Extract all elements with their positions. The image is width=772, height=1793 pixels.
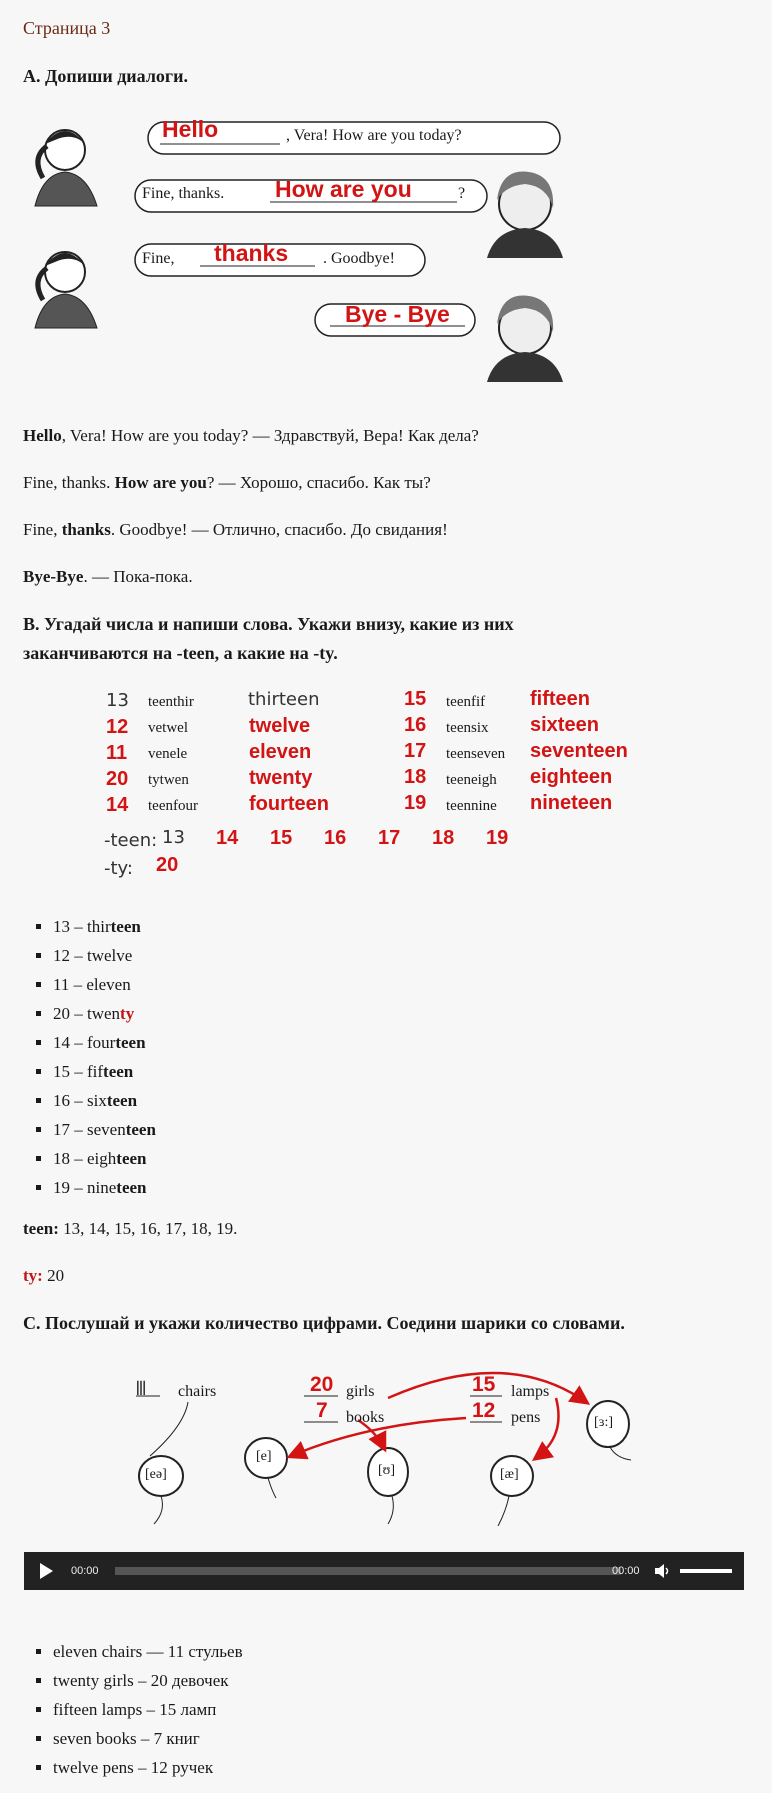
progress-track[interactable]	[115, 1567, 621, 1575]
number-left-2: 11	[106, 742, 128, 764]
girl-figure-1	[35, 130, 97, 206]
volume-slider[interactable]	[680, 1569, 732, 1573]
section-c-heading: C. Послушай и укажи количество цифрами. Соедини шарики со словами.	[23, 1313, 625, 1333]
number-list-text: 11 – eleven	[53, 975, 131, 994]
word-girls: girls	[346, 1383, 375, 1400]
number-list-item	[53, 1086, 453, 1115]
number-list-item	[53, 1115, 453, 1144]
numbers-list	[23, 912, 453, 1202]
word-left-4: fourteen	[249, 793, 329, 815]
number-list-item	[53, 1057, 453, 1086]
scramble-right-0: teenfif	[446, 694, 486, 710]
bubble-2-answer: How are you	[275, 176, 412, 202]
balloon-label-3: [ʊ]	[378, 1463, 396, 1478]
number-list-item	[53, 1144, 453, 1173]
scramble-left-3: tytwen	[148, 772, 189, 788]
number-list-text: 19 – nine	[53, 1178, 117, 1197]
number-list-item	[53, 1173, 453, 1202]
teen-number-1: 14	[216, 827, 239, 849]
number-list-text: 15 – fif	[53, 1062, 104, 1081]
number-list-suffix: teen	[106, 1091, 138, 1110]
number-exercise	[104, 688, 684, 884]
lamps-number: 15	[472, 1373, 496, 1396]
teen-number-3: 16	[324, 827, 347, 849]
dialogue-illustration	[25, 108, 565, 388]
counts-list	[23, 1637, 553, 1782]
current-time: 00:00	[71, 1565, 99, 1577]
dialogue-line-3: Fine, thanks. Goodbye! — Отлично, спасибо. До свидания!	[23, 520, 448, 539]
teen-number-4: 17	[378, 827, 401, 849]
number-list-text: 13 – thir	[53, 917, 111, 936]
word-pens: pens	[511, 1409, 541, 1426]
play-icon[interactable]	[40, 1563, 53, 1579]
section-b-heading-line2: заканчиваются на -teen, а какие на -ty.	[23, 643, 338, 663]
books-number: 7	[316, 1399, 328, 1422]
bubble-2-post: ?	[458, 185, 466, 202]
scramble-left-2: venele	[148, 746, 188, 762]
scramble-right-1: teensix	[446, 720, 489, 736]
audio-player	[24, 1552, 744, 1590]
balloon-e	[245, 1438, 287, 1498]
ty-summary: ty: 20	[23, 1266, 65, 1285]
number-list-suffix: teen	[116, 1178, 147, 1197]
girls-number: 20	[310, 1373, 334, 1396]
count-list-item: ▪ eleven chairs — 11 стульев	[53, 1637, 553, 1666]
number-list-text: 18 – eigh	[53, 1149, 117, 1168]
duration-time: 00:00	[612, 1565, 640, 1577]
number-list-suffix: teen	[116, 1149, 147, 1168]
word-chairs: chairs	[178, 1383, 217, 1400]
woman-figure-1	[487, 172, 563, 258]
number-left-0: 13	[106, 690, 129, 711]
number-list-text: 14 – four	[53, 1033, 116, 1052]
teen-number-6: 19	[486, 827, 509, 849]
teen-number-2: 15	[270, 827, 293, 849]
teen-summary: teen: 13, 14, 15, 16, 17, 18, 19.	[23, 1219, 238, 1238]
word-right-0: fifteen	[530, 688, 590, 710]
number-list-suffix: teen	[110, 917, 141, 936]
word-left-2: eleven	[249, 741, 312, 763]
bubble-1-text: , Vera! How are you today?	[286, 127, 462, 144]
chairs-tally: 𝍫	[136, 1376, 146, 1400]
scramble-left-4: teenfour	[148, 798, 198, 814]
number-list-item	[53, 999, 453, 1028]
number-list-suffix: teen	[125, 1120, 156, 1139]
number-list-text: 16 – six	[53, 1091, 107, 1110]
teen-number-0: 13	[162, 827, 185, 848]
bubble-3-answer: thanks	[214, 240, 289, 266]
number-left-4: 14	[106, 794, 129, 816]
number-list-suffix: ty	[120, 1004, 135, 1023]
scramble-right-3: teeneigh	[446, 772, 497, 788]
count-list-item: ▪ twenty girls – 20 девочек	[53, 1666, 553, 1695]
word-books: books	[346, 1409, 385, 1426]
pens-number: 12	[472, 1399, 496, 1422]
ty-label: -ty:	[104, 858, 133, 879]
number-left-3: 20	[106, 768, 129, 790]
word-left-3: twenty	[249, 767, 313, 789]
number-list-text: 20 – twen	[53, 1004, 121, 1023]
dialogue-line-1: Hello, Vera! How are you today? — Здравствуй, Вера! Как дела?	[23, 426, 479, 445]
scramble-right-2: teenseven	[446, 746, 506, 762]
balloon-label-5: [ɜ:]	[594, 1415, 614, 1430]
balloons-exercise	[126, 1366, 646, 1526]
word-right-3: eighteen	[530, 766, 613, 788]
word-right-2: seventeen	[530, 740, 628, 762]
bubble-1-answer: Hello	[162, 116, 219, 142]
number-list-text: 17 – seven	[53, 1120, 126, 1139]
teen-label: -teen:	[104, 830, 158, 851]
count-list-item: ▪ seven books – 7 книг	[53, 1724, 553, 1753]
page-label: Страница 3	[23, 18, 111, 38]
section-b-heading-line1: B. Угадай числа и напиши слова. Укажи внизу, какие из них	[23, 614, 514, 634]
ty-number: 20	[156, 854, 179, 876]
number-list-text: 12 – twelve	[53, 946, 133, 965]
dialogue-line-2: Fine, thanks. How are you? — Хорошо, спасибо. Как ты?	[23, 473, 431, 492]
number-right-0: 15	[404, 688, 427, 710]
balloon-ʊ	[368, 1448, 408, 1524]
word-left-0: thirteen	[248, 689, 320, 710]
balloon-label-4: [æ]	[500, 1467, 519, 1482]
number-left-1: 12	[106, 716, 129, 738]
volume-icon[interactable]	[653, 1562, 671, 1580]
number-right-3: 18	[404, 766, 427, 788]
number-list-suffix: teen	[103, 1062, 134, 1081]
scramble-right-4: teennine	[446, 798, 497, 814]
bubble-3-pre: Fine,	[142, 250, 175, 267]
bubble-2-pre: Fine, thanks.	[142, 185, 225, 202]
dialogue-line-4: Bye-Bye. — Пока-пока.	[23, 567, 193, 586]
bubble-3-post: . Goodbye!	[323, 250, 395, 267]
number-list-item	[53, 1028, 453, 1057]
number-right-4: 19	[404, 792, 427, 814]
balloon-label-2: [e]	[256, 1449, 272, 1464]
scramble-left-1: vetwel	[148, 720, 188, 736]
number-right-1: 16	[404, 714, 427, 736]
word-right-4: nineteen	[530, 792, 613, 814]
balloon-label-1: [eə]	[145, 1467, 167, 1482]
count-list-item: ▪ fifteen lamps – 15 ламп	[53, 1695, 553, 1724]
number-right-2: 17	[404, 740, 427, 762]
scramble-left-0: teenthir	[148, 694, 194, 710]
number-list-item	[53, 941, 453, 970]
section-a-heading: A. Допиши диалоги.	[23, 66, 188, 86]
teen-number-5: 18	[432, 827, 455, 849]
word-right-1: sixteen	[530, 714, 599, 736]
woman-figure-2	[487, 296, 563, 382]
girl-figure-2	[35, 252, 97, 328]
bubble-4-answer: Bye - Bye	[345, 301, 450, 327]
number-list-item	[53, 970, 453, 999]
number-list-suffix: teen	[115, 1033, 146, 1052]
word-left-1: twelve	[249, 715, 311, 737]
word-lamps: lamps	[511, 1383, 550, 1400]
number-list-item	[53, 912, 453, 941]
count-list-item: ▪ twelve pens – 12 ручек	[53, 1753, 553, 1782]
